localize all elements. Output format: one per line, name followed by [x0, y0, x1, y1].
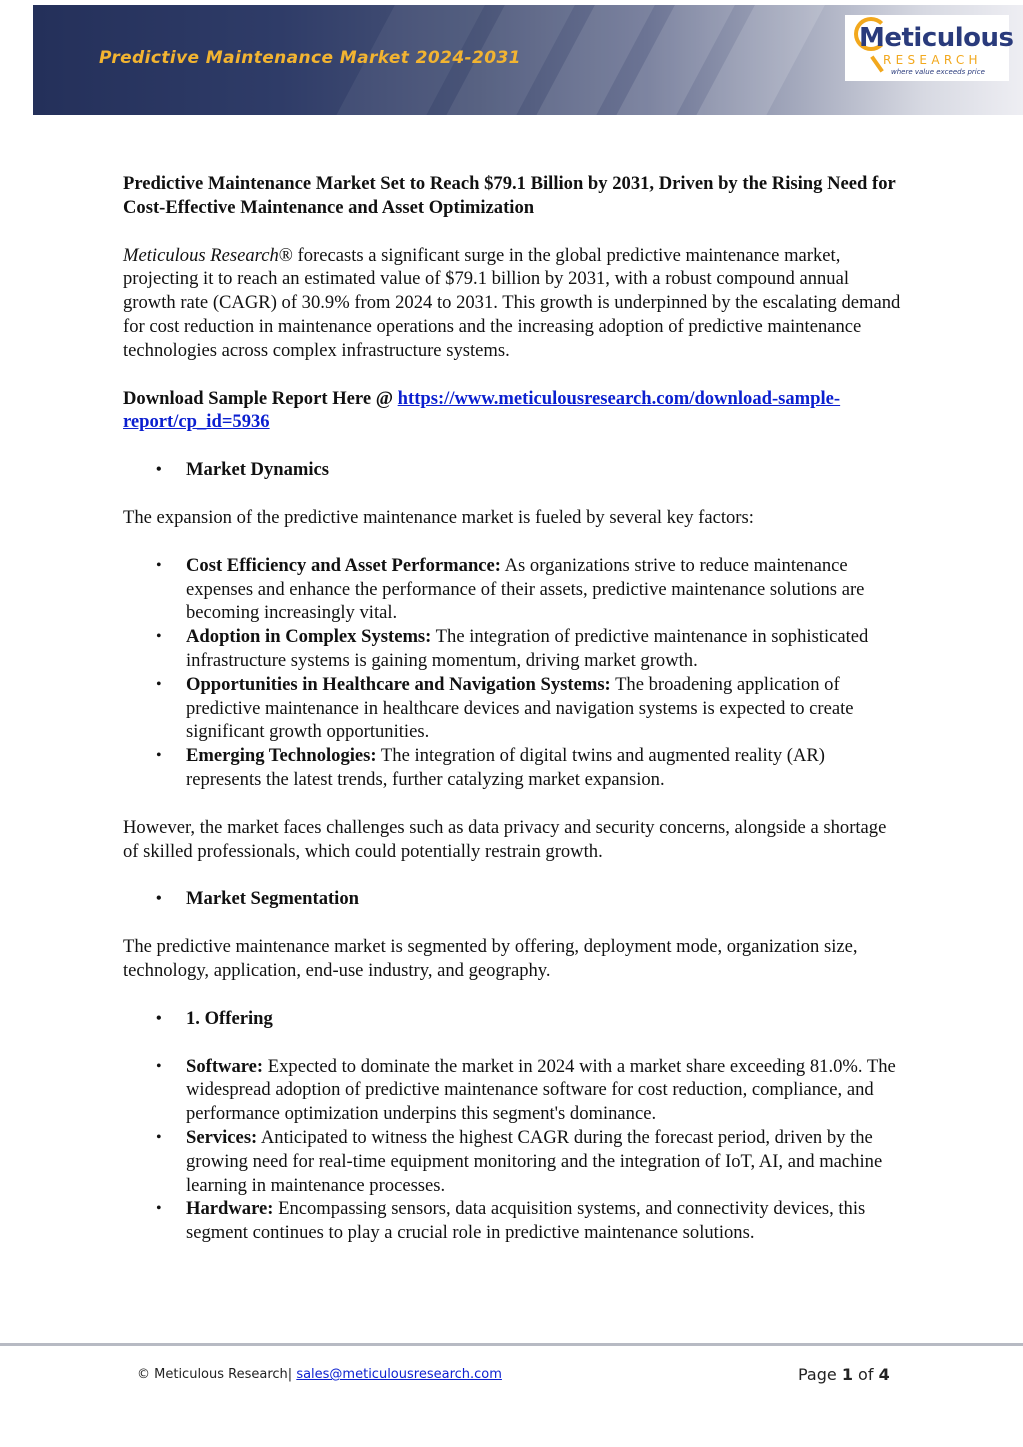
logo-tagline: where value exceeds price — [891, 68, 985, 76]
item-title: Hardware: — [186, 1198, 274, 1220]
item-title: Cost Efficiency and Asset Performance: — [186, 554, 501, 576]
item-text: Expected to dominate the market in 2024 with a market share exceeding 81.0%. The widespread adoption of predictive maintenance software for cost reduction, compliance, and performance optimization underpins this segment's dominance. — [186, 1055, 896, 1125]
intro-paragraph — [123, 244, 903, 363]
section-heading-offering — [123, 1007, 903, 1031]
download-line — [123, 387, 903, 435]
banner-title: Predictive Maintenance Market 2024-2031 — [99, 48, 521, 68]
item-title: Adoption in Complex Systems: — [186, 626, 432, 648]
segmentation-intro: The predictive maintenance market is segmented by offering, deployment mode, organization size, technology, application, end-use industry, and geography. — [123, 936, 858, 981]
item-text: Encompassing sensors, data acquisition systems, and connectivity devices, this segment continues to play a crucial role in predictive maintenance solutions. — [186, 1198, 866, 1244]
challenges-paragraph: However, the market faces challenges such as data privacy and security concerns, alongside a shortage of skilled professionals, which could potentially restrain growth. — [123, 816, 887, 862]
item-text: Anticipated to witness the highest CAGR during the forecast period, driven by the growing need for real-time equipment monitoring and the integration of IoT, AI, and machine learning in maintenance processes. — [186, 1126, 883, 1196]
item-text: The integration of digital twins and augmented reality (AR) represents the latest trends, further catalyzing market expansion. — [186, 745, 825, 790]
footer-copyright — [137, 1367, 502, 1382]
article-headline: Predictive Maintenance Market Set to Reach $79.1 Billion by 2031, Driven by the Rising Need for Cost-Effective Maintenance and Asset Optimization — [123, 173, 896, 218]
list-item — [123, 1055, 903, 1126]
dynamics-intro: The expansion of the predictive maintenance market is fueled by several key factors: — [123, 506, 754, 528]
list-item — [123, 1126, 903, 1197]
page-indicator — [798, 1365, 890, 1384]
section-title: • 1. Offering — [123, 1007, 903, 1031]
item-title: Services: — [186, 1126, 258, 1148]
header-banner — [33, 5, 1023, 115]
intro-text: ® forecasts a significant surge in the global predictive maintenance market, projecting it to reach an estimated value of $79.1 billion by 2031, with a robust compound annual growth rate (CAGR) of 30.9% from 2024 to 2031. This growth is underpinned by the escalating demand for cost reduction in maintenance operations and the increasing adoption of predictive maintenance technologies across complex infrastructure systems. — [123, 244, 901, 361]
download-link[interactable]: https://www.meticulousresearch.com/download-sample-report/cp_id=5936 — [123, 387, 841, 433]
copyright-text: © Meticulous Research| — [137, 1367, 293, 1382]
list-item — [123, 673, 903, 744]
page-total: 4 — [878, 1365, 890, 1384]
section-heading-dynamics — [123, 458, 903, 482]
page-of: of — [852, 1365, 879, 1384]
item-text: The broadening application of predictive maintenance in healthcare devices and navigation systems is expected to create significant growth opportunities. — [186, 673, 854, 743]
section-title: • Market Dynamics — [123, 458, 903, 482]
list-item — [123, 1197, 903, 1245]
article-body — [123, 172, 903, 1269]
footer-email-link[interactable]: sales@meticulousresearch.com — [296, 1367, 502, 1382]
page-current: 1 — [841, 1365, 853, 1384]
item-text: As organizations strive to reduce maintenance expenses and enhance the performance of their assets, predictive maintenance solutions are becoming increasingly vital. — [186, 554, 865, 624]
download-label: Download Sample Report Here @ — [123, 387, 398, 409]
company-logo — [845, 15, 1014, 81]
page-word: Page — [798, 1365, 842, 1384]
section-heading-segmentation — [123, 887, 903, 911]
list-item — [123, 625, 903, 673]
factors-list — [123, 554, 903, 792]
offerings-list — [123, 1055, 903, 1245]
logo-subtitle: RESEARCH — [883, 53, 982, 67]
item-title: Software: — [186, 1055, 264, 1077]
list-item — [123, 744, 903, 792]
brand-name: Meticulous Research — [123, 244, 279, 266]
item-title: Opportunities in Healthcare and Navigation Systems: — [186, 673, 611, 695]
footer-divider — [0, 1343, 1023, 1346]
item-text: The integration of predictive maintenance in sophisticated infrastructure systems is gaining momentum, driving market growth. — [186, 626, 869, 671]
section-title: • Market Segmentation — [123, 887, 903, 911]
list-item — [123, 554, 903, 625]
logo-wordmark: Meticulous — [859, 23, 1014, 53]
item-title: Emerging Technologies: — [186, 745, 377, 767]
magnifier-handle — [870, 55, 884, 72]
